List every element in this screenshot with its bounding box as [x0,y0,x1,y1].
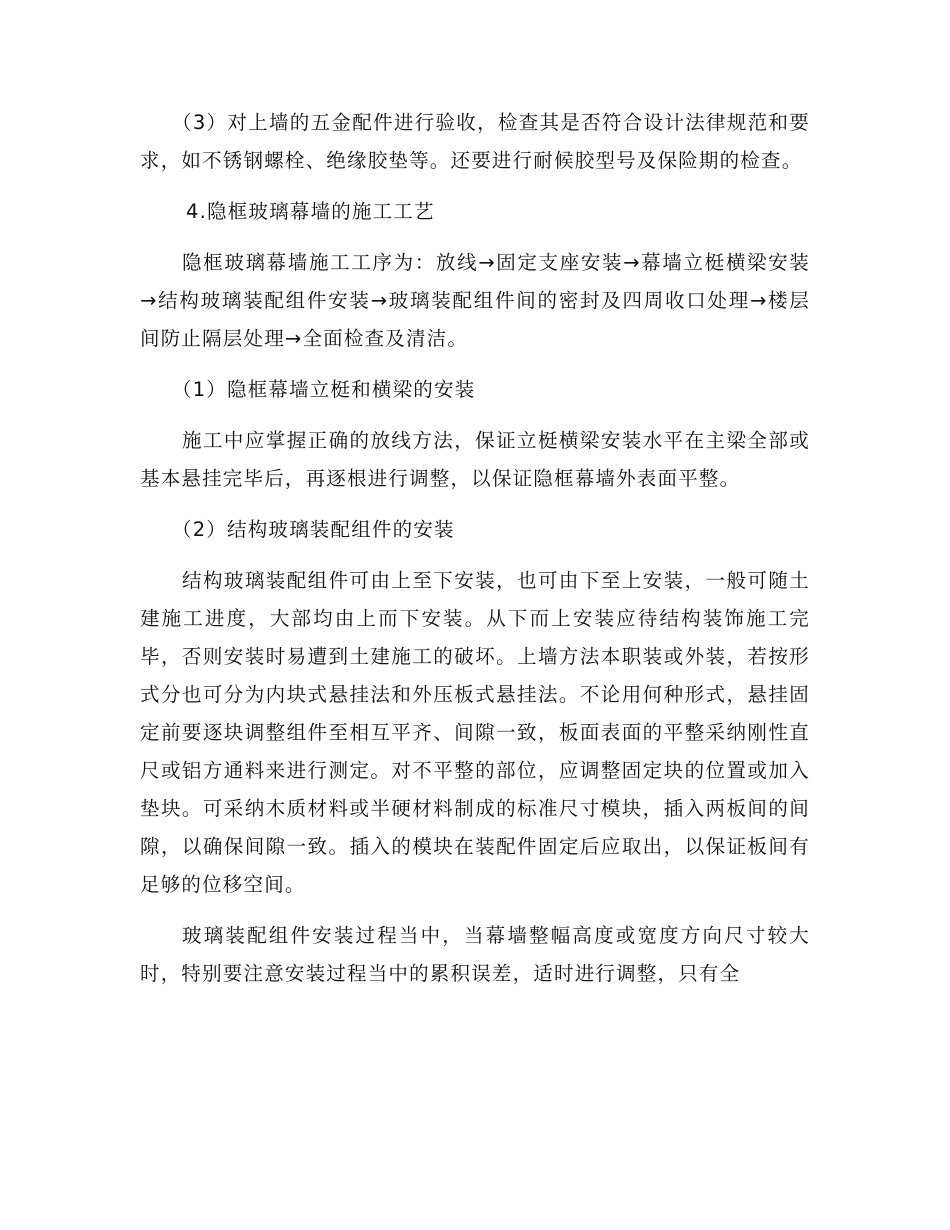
paragraph-cumulative-error: 玻璃装配组件安装过程当中，当幕墙整幅高度或宽度方向尺寸较大时，特别要注意安装过程当中的累积误差，适时进行调整，只有全 [140,924,810,985]
subheading-glass-assembly-installation: （2）结构玻璃装配组件的安装 [172,518,455,541]
paragraph-assembly-methods: 结构玻璃装配组件可由上至下安装，也可由下至上安装，一般可随土建施工进度，大部均由上而下安装。从下而上安装应待结构装饰施工完毕，否则安装时易遭到土建施工的破坏。上墙方法本职装或外装，若按形式分也可分为内块式悬挂法和外压板式悬挂法。不论用何种形式，悬挂固定前要逐块调整组件至相互平齐、间隙一致，板面表面的平整采纳刚性直尺或铝方通料来进行测定。对不平整的部位，应调整固定块的位置或加入垫块。可采纳木质材料或半硬材料制成的标准尺寸模块，插入两板间的间隙，以确保间隙一致。插入的模块在装配件固定后应取出，以保证板间有足够的位移空间。 [140,569,810,896]
paragraph-construction-sequence: 隐框玻璃幕墙施工工序为：放线→固定支座安装→幕墙立梃横梁安装→结构玻璃装配组件安装→玻璃装配组件间的密封及四周收口处理→楼层间防止隔层处理→全面检查及清洁。 [140,251,810,350]
subheading-mullion-transom-installation: （1）隐框幕墙立梃和横梁的安装 [172,378,476,401]
document-body [140,104,810,993]
section-heading-hidden-frame-process: 4.隐框玻璃幕墙的施工工艺 [186,200,435,223]
paragraph-setting-out: 施工中应掌握正确的放线方法，保证立梃横梁安装水平在主梁全部或基本悬挂完毕后，再逐根进行调整，以保证隐框幕墙外表面平整。 [140,429,810,490]
paragraph-hardware-inspection: （3）对上墙的五金配件进行验收，检查其是否符合设计法律规范和要求，如不锈钢螺栓、绝缘胶垫等。还要进行耐候胶型号及保险期的检查。 [140,111,810,172]
